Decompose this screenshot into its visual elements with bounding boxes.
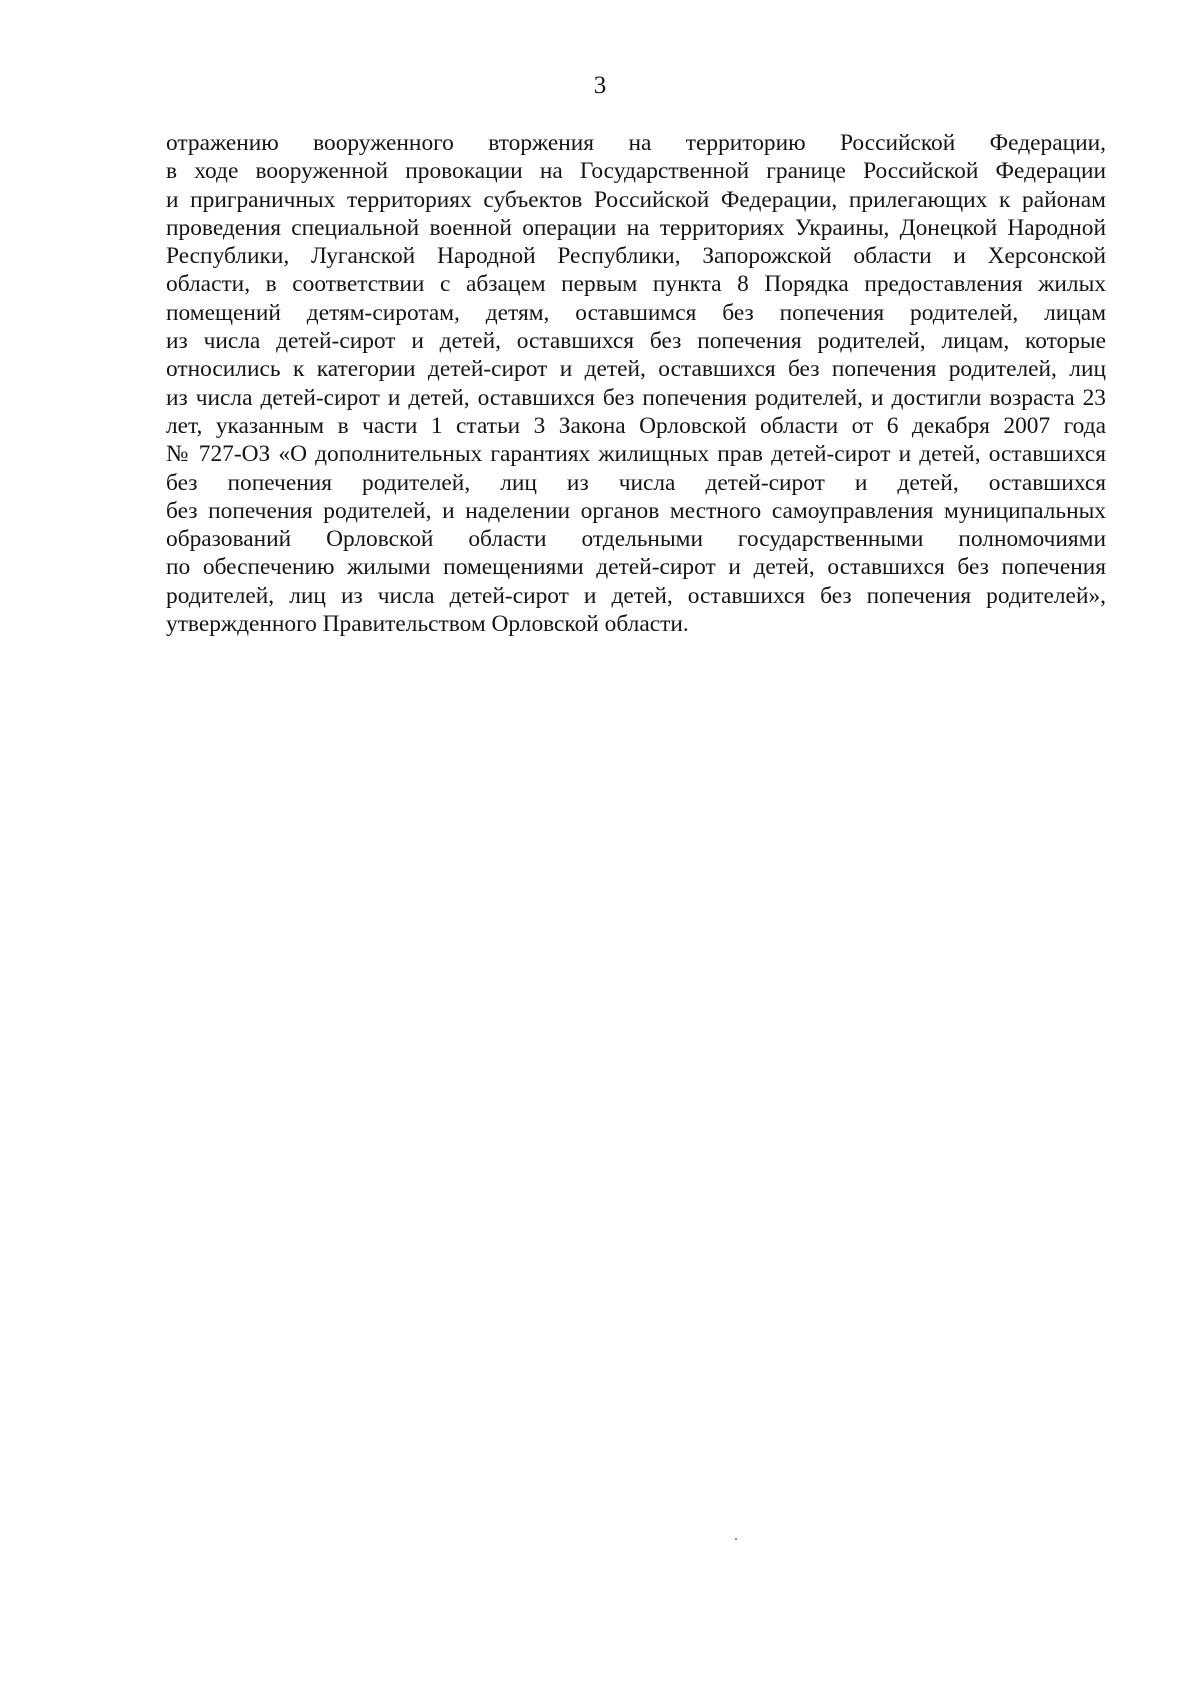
page-number: 3	[593, 72, 607, 99]
text-line: области, в соответствии с абзацем первым пункта 8 Порядка предоставления жилых	[166, 271, 1106, 298]
text-line: отражению вооруженного вторжения на территорию Российской Федерации,	[166, 130, 1106, 156]
text-line: образований Орловской области отдельными государственными полномочиями	[166, 526, 1106, 553]
text-line: помещений детям-сиротам, детям, оставшимся без попечения родителей, лицам	[166, 299, 1106, 326]
text-line: проведения специальной военной операции на территориях Украины, Донецкой Народной	[166, 214, 1106, 241]
text-line: без попечения родителей, лиц из числа детей-сирот и детей, оставшихся	[166, 469, 1106, 496]
text-line: лет, указанным в части 1 статьи 3 Закона Орловской области от 6 декабря 2007 года	[166, 412, 1106, 439]
text-line: родителей, лиц из числа детей-сирот и детей, оставшихся без попечения родителей»,	[166, 582, 1106, 609]
text-line: в ходе вооруженной провокации на Государственной границе Российской Федерации	[166, 158, 1106, 185]
text-line: без попечения родителей, и наделении органов местного самоуправления муниципальных	[166, 497, 1106, 524]
text-line: относились к категории детей-сирот и детей, оставшихся без попечения родителей, лиц	[166, 356, 1106, 383]
text-line: из числа детей-сирот и детей, оставшихся без попечения родителей, и достигли возраста 23	[166, 384, 1106, 411]
text-line: из числа детей-сирот и детей, оставшихся без попечения родителей, лицам, которые	[166, 328, 1106, 355]
text-line-last: утвержденного Правительством Орловской области.	[166, 611, 689, 638]
body-paragraph	[166, 129, 1106, 638]
text-line: и приграничных территориях субъектов Российской Федерации, прилегающих к районам	[166, 186, 1106, 213]
scan-speck	[735, 1538, 737, 1540]
text-line: № 727-ОЗ «О дополнительных гарантиях жилищных прав детей-сирот и детей, оставшихся	[166, 441, 1106, 468]
text-line: по обеспечению жилыми помещениями детей-сирот и детей, оставшихся без попечения	[166, 554, 1106, 581]
text-line: Республики, Луганской Народной Республики, Запорожской области и Херсонской	[166, 243, 1106, 270]
